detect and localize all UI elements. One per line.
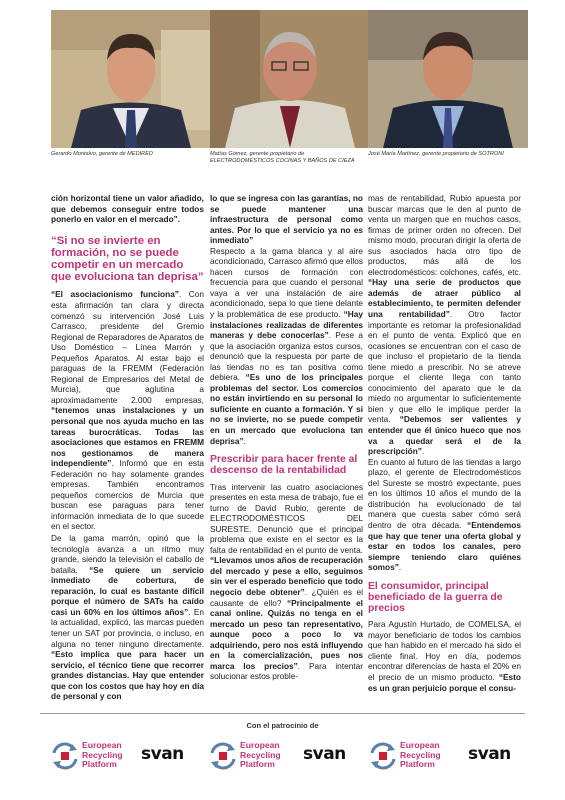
recycling-arrows-icon: [208, 741, 238, 771]
text-run: . Otro factor importante es retomar la profesionalidad en el punto de venta. Explicó que en ocasiones se encuentran con el caso de que incluso el propietario de la tienda tiene miedo a prescribir. No se atreve porque el cliente llega con tanto conocimiento del aparato que le da miedo no argumentar lo suficientemente bien y que ello le implique perder la venta.: [368, 309, 521, 425]
section-heading: Prescribir para hacer frente al descenso de la rentabilidad: [210, 454, 358, 477]
text-run: . Con esta afirmación tan clara y directa comenzó su intervención José Luis Carrasco, presidente del Gremio Regional de Reparadores de Aparatos de Uso Doméstico – Línea Marrón y Pequeños Aparatos. Al estar bajo el paraguas de la FREMM (Federación Regional de Empresarios del Metal de Murcia), que aglutina a aproximadamente 2.000 empresas,: [51, 289, 204, 405]
svan-logo: svan: [303, 744, 346, 764]
paragraph: ción horizontal tiene un valor añadido, que debemos conseguir entre todos ponerlo en valor en el mercado”.: [51, 193, 204, 225]
bold-quote: “Se quiere un servicio inmediato de cobertura, de reparación, lo cual es bastante difícil porque el número de SATs ha caído casi un 60% en los últimos años”: [51, 564, 204, 617]
text-run: . Para intentar solucionar estos proble-: [210, 660, 363, 682]
erp-logo-text: [82, 741, 123, 770]
erp-logo: [208, 738, 318, 776]
text-run: .: [398, 562, 402, 573]
text-run: Para Agustín Hurtado, de COMELSA, el mayor beneficiario de todos los cambios que han habido en el mercado ha sido el cliente final. Hoy en día, podemos encontrar diferencias de hasta el 20% en el precio de un mismo producto.: [368, 619, 521, 683]
svan-logo: svan: [468, 744, 511, 764]
erp-logo: [368, 738, 478, 776]
paragraph: lo que se ingresa con las garantías, no se puede mantener una infraestructura de personal como antes. Por lo que el servicio ya no es inmediato”: [210, 193, 363, 246]
article-column-2: [210, 193, 363, 682]
bold-quote: “El asociacionismo funciona”: [51, 289, 179, 300]
logo-word: European: [240, 740, 280, 750]
paragraph: [210, 482, 363, 682]
text-run: . ¿Quién es el causante de ello?: [210, 587, 363, 608]
photo-caption: [210, 151, 375, 165]
text-run: .: [421, 446, 425, 457]
caption-line: Matías Gómez, gerente propietario de: [210, 151, 305, 157]
paragraph: [210, 246, 363, 446]
paragraph: [51, 289, 204, 532]
text-run: En cuanto al futuro de las tiendas a largo plazo, el gerente de Electrodomésticos del Sureste se mostró expectante, pues en los últimos 10 años el mundo de la distribución ha evolucionado de tal manera que cuesta saber cómo será dentro de otra década.: [368, 456, 521, 530]
logo-word: Recycling: [240, 749, 281, 760]
article-column-1: [51, 193, 204, 702]
paragraph: [368, 457, 521, 573]
bold-quote: “Principalmente el canal online. Quizás no tenga en el mercado un peso tan representativo, aunque poco a poco lo va adquiriendo, pero nos está influyendo en la comercialización, pues nos marca los precios”: [210, 597, 363, 671]
article-column-3: [368, 193, 521, 693]
bold-quote: “Esto es un gran perjuicio porque el consu-: [368, 672, 521, 693]
bold-quote: “Hay instalaciones realizadas de diferentes maneras y debe conocerlas”: [210, 309, 363, 341]
section-heading: El consumidor, principal beneficiado de la guerra de precios: [368, 580, 503, 615]
text-run: .: [243, 435, 246, 446]
photo-matias-gomez: [210, 10, 370, 148]
sponsor-title: Con el patrocinio de: [246, 721, 319, 730]
caption-line: ELECTRODOMÉSTICOS COCINAS Y BAÑOS DE CIEZA: [210, 158, 355, 164]
photo-caption: José María Martínez, gerente propietario de SOTRONI: [368, 151, 504, 157]
text-run: Respecto a la gama blanca y al aire acondicionado, Carrasco afirmó que ellos hacen cursos de formación con frecuencia para que cuando el personal vaya a ver una instalación de aire acondicionado, sepa lo que tiene delante y la problemática de ese producto.: [210, 245, 363, 320]
logo-word: Recycling: [82, 749, 123, 760]
logo-word: Platform: [400, 759, 435, 770]
sponsor-footer: [0, 713, 565, 800]
photo-gerardo-montalvo: [51, 10, 211, 148]
paragraph: [368, 193, 521, 457]
photo-jose-maria-martinez: [368, 10, 528, 148]
logo-word: Platform: [240, 759, 275, 770]
bold-quote: “Entendemos que hay que tener una oferta global y estar en todos los canales, pero siempre teniendo claro quiénes somos”: [368, 519, 521, 573]
erp-logo-text: [400, 741, 441, 770]
logo-word: Platform: [82, 759, 117, 770]
text-run: . Informó que en esta Federación no hay solamente grandes empresas. También encontramos pequeños comercios de Murcia que buscan ese paraguas para tener información inmediata de lo que sucede en el sector.: [51, 458, 204, 532]
text-run: De la gama marrón, opinó que la tecnología avanza a un ritmo muy grande, siendo la televisión el caballo de batalla.: [51, 533, 204, 575]
bold-quote: “Llevamos unos años de recuperación del mercado y pese a ello, seguimos sin ver el esperado beneficio que todo negocio debe obtener”: [210, 555, 363, 597]
bold-quote: “Esto implica que para hacer un servicio, el técnico tiene que recorrer grandes distancias. Hay que entender que con los costos que hay hoy en día de personal y con: [51, 649, 204, 702]
text-run: mas de rentabilidad, Rubio apuesta por buscar marcas que le den al punto de venta un margen que en muchos casos, firmas de primer orden no ofrecen. Del mismo modo, procuran dirigir la oferta de sus asociados hacia otro tipo de productos, más allá de los electrodomésticos: colchones, cafés, etc.: [368, 193, 521, 277]
bold-quote: “Debemos ser valientes y entender que él único hueco que nos va a quedar será el de la prescripción”: [368, 414, 521, 457]
paragraph: [51, 533, 204, 702]
logo-word: European: [82, 740, 122, 750]
svan-logo: svan: [141, 744, 184, 764]
portrait-photo-icon: [210, 10, 370, 148]
text-run: Tras intervenir las cuatro asociaciones presentes en esta mesa de trabajo, fue el turno de David Rubio, gerente de ELECTRODOMÉSTICOS DEL SURESTE. Denunció que el principal problema que existe en el sector es la falta de rentabilidad en el punto de venta.: [210, 481, 363, 555]
photo-caption: Gerardo Montalvo, gerente de MEDIRED: [51, 151, 153, 157]
pull-quote: “Si no se invierte en formación, no se puede competir en un mercado que evoluciona tan deprisa”: [51, 234, 204, 284]
bold-quote: “Hay una serie de productos que además de atraer público al establecimiento, te permiten defender una rentabilidad”: [368, 277, 521, 320]
paragraph: [368, 619, 521, 693]
erp-logo-text: [240, 741, 281, 770]
recycling-arrows-icon: [50, 741, 80, 771]
text-run: . Pese a que la asociación organiza estos cursos, denunció que la respuesta por parte de las tiendas no es tan positiva como debiera.: [210, 330, 364, 383]
recycling-arrows-icon: [368, 741, 398, 771]
text-run: . En la actualidad, explicó, las marcas pueden tener un SAT por provincia, o incluso, en alguna no tener ninguno directamente.: [51, 606, 204, 649]
bold-quote: “Es uno de los principales problemas del sector. Los comercios no están invirtiendo en su personal lo suficiente en cuanto a formación. Y si no se invierte, no se puede competir en un mercado que evoluciona tan deprisa”: [210, 372, 363, 446]
portrait-photo-icon: [368, 10, 528, 148]
footer-divider: [40, 713, 525, 714]
logo-word: European: [400, 740, 440, 750]
portrait-photo-icon: [51, 10, 211, 148]
bold-quote: “tenemos unas instalaciones y un personal que nos ayuda mucho en las tareas burocráticas. Todas las asociaciones que estamos en FREMM nos gestionamos de manera independiente”: [51, 405, 204, 469]
logo-word: Recycling: [400, 749, 441, 760]
